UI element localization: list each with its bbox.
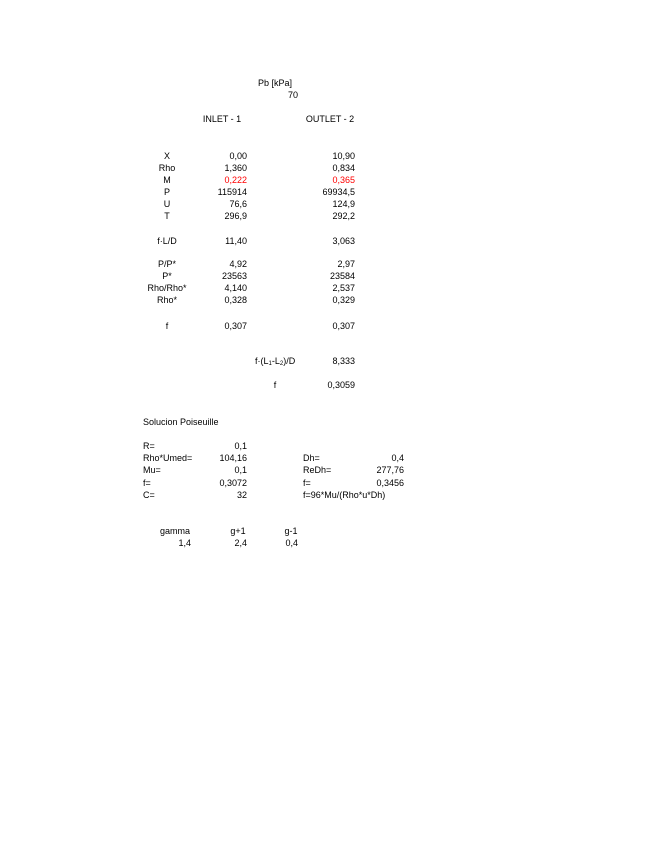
pb-value: 70	[287, 90, 298, 100]
rhoumed-label: Rho*Umed=	[143, 453, 193, 463]
mu-label: Mu=	[143, 465, 161, 475]
gplus1-label: g+1	[230, 526, 246, 536]
redh-label: ReDh=	[303, 465, 332, 475]
poiseuille-f-label: f=	[143, 478, 151, 488]
mu-value: 0,1	[234, 465, 247, 475]
outlet-title: OUTLET - 2	[305, 114, 355, 124]
inlet-ppstar: 4,92	[229, 259, 247, 269]
row-label-ppstar: P/P*	[157, 259, 177, 269]
inlet-fld: 11,40	[225, 236, 247, 246]
r-label: R=	[143, 441, 155, 451]
inlet-rhorhostar: 4,140	[224, 283, 247, 293]
row-label-m: M	[163, 175, 171, 185]
row-label-pstar: P*	[162, 271, 172, 281]
outlet-p: 69934,5	[322, 187, 355, 197]
row-label-u: U	[163, 199, 171, 209]
row-label-rho: Rho	[158, 163, 176, 173]
outlet-t: 292,2	[332, 211, 355, 221]
fl12-value: 8,333	[332, 356, 355, 366]
row-label-x: X	[163, 151, 171, 161]
r-value: 0,1	[234, 441, 247, 451]
poiseuille-f2-value: 0,3456	[376, 478, 404, 488]
c-label: C=	[143, 490, 155, 500]
outlet-fld: 3,063	[332, 236, 355, 246]
outlet-rhostar: 0,329	[332, 295, 355, 305]
gplus1-value: 2,4	[234, 538, 247, 548]
inlet-m: 0,222	[224, 175, 247, 185]
fl12-label: $f\cdot(L_1-L_2)/D$	[255, 356, 296, 367]
outlet-m: 0,365	[332, 175, 355, 185]
redh-value: 277,76	[376, 465, 404, 475]
poiseuille-f-value: 0,3072	[219, 478, 247, 488]
inlet-pstar: 23563	[221, 271, 247, 281]
inlet-t: 296,9	[224, 211, 247, 221]
summary-f-label: f	[273, 380, 277, 390]
summary-f-value: 0,3059	[327, 380, 355, 390]
row-label-fld: f·L/D	[157, 236, 177, 246]
row-label-rhostar: Rho*	[156, 295, 178, 305]
outlet-x: 10,90	[332, 151, 355, 161]
row-label-rhorhostar: Rho/Rho*	[147, 283, 187, 293]
inlet-x: 0,00	[229, 151, 247, 161]
outlet-f: 0,307	[332, 321, 355, 331]
row-label-f: f	[165, 321, 169, 331]
inlet-f: 0,307	[224, 321, 247, 331]
inlet-rhostar: 0,328	[224, 295, 247, 305]
outlet-rhorhostar: 2,537	[332, 283, 355, 293]
inlet-p: 115914	[217, 187, 247, 197]
gminus1-label: g-1	[284, 526, 298, 536]
row-label-t: T	[164, 211, 170, 221]
gminus1-value: 0,4	[285, 538, 298, 548]
outlet-u: 124,9	[332, 199, 355, 209]
poiseuille-f2-label: f=	[303, 478, 311, 488]
dh-label: Dh=	[303, 453, 320, 463]
pb-label: Pb [kPa]	[257, 78, 293, 88]
outlet-pstar: 23584	[329, 271, 355, 281]
inlet-title: INLET - 1	[202, 114, 242, 124]
outlet-ppstar: 2,97	[337, 259, 355, 269]
gamma-label: gamma	[159, 526, 191, 536]
c-value: 32	[236, 490, 247, 500]
inlet-u: 76,6	[229, 199, 247, 209]
inlet-rho: 1,360	[224, 163, 247, 173]
rhoumed-value: 104,16	[219, 453, 247, 463]
outlet-rho: 0,834	[332, 163, 355, 173]
dh-value: 0,4	[391, 453, 404, 463]
gamma-value: 1,4	[178, 538, 191, 548]
row-label-p: P	[163, 187, 171, 197]
poiseuille-title: Solucion Poiseuille	[143, 417, 219, 427]
formula: f=96*Mu/(Rho*u*Dh)	[303, 490, 386, 500]
